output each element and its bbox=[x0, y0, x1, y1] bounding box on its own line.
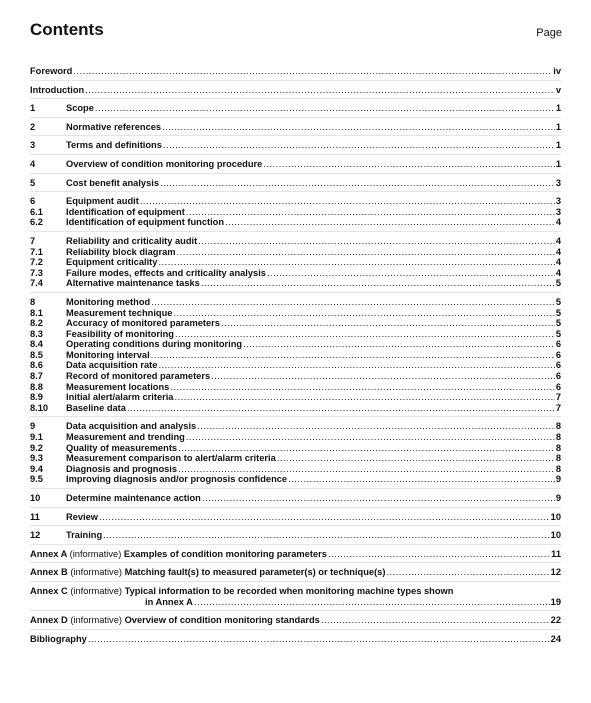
section-number: 9.3 bbox=[30, 453, 43, 464]
toc-entry-title bbox=[30, 615, 320, 626]
toc-entry[interactable] bbox=[30, 615, 561, 626]
toc-entry-title: Accuracy of monitored parameters bbox=[66, 318, 220, 329]
page-number: 24 bbox=[550, 633, 561, 644]
page-number: 5 bbox=[555, 296, 561, 307]
toc-entry[interactable] bbox=[30, 122, 561, 133]
toc-entry[interactable] bbox=[30, 257, 561, 268]
section-number: 2 bbox=[30, 121, 36, 132]
section-number: 8.9 bbox=[30, 392, 43, 403]
toc-entry-title: Measurement comparison to alert/alarm criteria bbox=[66, 453, 276, 464]
section-number: 3 bbox=[30, 140, 36, 151]
toc-group bbox=[30, 545, 561, 564]
dot-leader bbox=[85, 85, 555, 96]
page-number: 6 bbox=[555, 371, 561, 382]
toc-entry[interactable] bbox=[30, 371, 561, 382]
toc-entry-title: Data acquisition rate bbox=[66, 360, 158, 371]
page-number: 5 bbox=[555, 278, 561, 289]
page-number: 9 bbox=[555, 493, 561, 503]
dot-leader bbox=[186, 207, 555, 218]
section-number: 9.1 bbox=[30, 432, 43, 443]
page-number: 3 bbox=[555, 177, 561, 188]
annex-label: Annex D bbox=[30, 615, 68, 626]
annex-note: (informative) bbox=[70, 585, 122, 596]
page-number: 10 bbox=[550, 530, 561, 541]
page-number: 4 bbox=[555, 235, 561, 246]
toc-entry[interactable] bbox=[30, 549, 561, 560]
page-number: 6 bbox=[555, 360, 561, 371]
section-number: 6 bbox=[30, 196, 36, 207]
toc-entry[interactable] bbox=[30, 85, 561, 96]
toc-entry[interactable] bbox=[30, 392, 561, 403]
page-number: 3 bbox=[555, 206, 561, 217]
page-number: 7 bbox=[555, 402, 561, 413]
dot-leader bbox=[103, 530, 549, 541]
toc-entry-title: Equipment criticality bbox=[66, 257, 158, 268]
annex-title: Typical information to be recorded when monitoring machine types shown bbox=[124, 585, 454, 596]
toc-entry[interactable] bbox=[30, 247, 561, 258]
toc-entry-title: Identification of equipment bbox=[66, 206, 185, 217]
dot-leader bbox=[194, 597, 550, 608]
page-number: 1 bbox=[555, 121, 561, 132]
dot-leader bbox=[328, 549, 550, 560]
dot-leader bbox=[162, 122, 555, 133]
section-number: 8.8 bbox=[30, 381, 43, 392]
section-number: 8.4 bbox=[30, 339, 43, 350]
toc-group bbox=[30, 99, 561, 118]
page-number: 4 bbox=[555, 246, 561, 257]
toc-entry-title: Scope bbox=[66, 103, 94, 114]
dot-leader bbox=[198, 236, 555, 247]
annex-title: Examples of condition monitoring parameters bbox=[123, 548, 327, 559]
toc-entry-title: Equipment audit bbox=[66, 196, 139, 207]
toc-entry-title: Alternative maintenance tasks bbox=[66, 278, 200, 289]
toc-group bbox=[30, 526, 561, 545]
toc-entry-title: Measurement and trending bbox=[66, 432, 185, 443]
dot-leader bbox=[163, 140, 555, 151]
section-number: 9.5 bbox=[30, 474, 43, 485]
toc-entry-title bbox=[30, 567, 385, 578]
section-number: 9.2 bbox=[30, 442, 43, 453]
toc-group bbox=[30, 417, 561, 489]
dot-leader bbox=[151, 297, 555, 308]
toc-group bbox=[30, 630, 561, 648]
page-number: 10 bbox=[550, 511, 561, 522]
page-number: 4 bbox=[555, 257, 561, 268]
page-number: 6 bbox=[555, 381, 561, 392]
toc-group bbox=[30, 118, 561, 137]
toc-entry[interactable] bbox=[30, 159, 561, 170]
toc-entry-title: Measurement technique bbox=[66, 307, 173, 318]
toc-group bbox=[30, 563, 561, 582]
page-number: 8 bbox=[555, 421, 561, 432]
toc-entry[interactable] bbox=[30, 236, 561, 247]
section-number: 8.2 bbox=[30, 318, 43, 329]
toc-entry[interactable] bbox=[30, 103, 561, 114]
toc-entry[interactable] bbox=[30, 268, 561, 279]
toc-entry-title: Determine maintenance action bbox=[66, 493, 201, 503]
toc-group bbox=[30, 155, 561, 174]
dot-leader bbox=[177, 247, 555, 258]
dot-leader bbox=[197, 421, 555, 432]
page-number: 11 bbox=[551, 548, 561, 559]
toc-entry[interactable] bbox=[30, 512, 561, 523]
page-number: 9 bbox=[555, 474, 561, 485]
toc-entry-title: Cost benefit analysis bbox=[66, 177, 159, 188]
dot-leader bbox=[221, 318, 555, 329]
toc-group bbox=[30, 136, 561, 155]
page-number: 5 bbox=[555, 307, 561, 318]
toc-entry[interactable] bbox=[30, 634, 561, 645]
annex-note: (informative) bbox=[70, 567, 122, 578]
dot-leader bbox=[160, 178, 555, 189]
dot-leader bbox=[170, 382, 555, 393]
dot-leader bbox=[158, 257, 554, 268]
page-number: 22 bbox=[550, 615, 561, 626]
section-number: 8.3 bbox=[30, 328, 43, 339]
dot-leader bbox=[127, 403, 555, 414]
section-number: 4 bbox=[30, 158, 36, 169]
toc-entry-title bbox=[30, 549, 327, 560]
page-number: 6 bbox=[555, 339, 561, 350]
toc-entry-title: Identification of equipment function bbox=[66, 217, 225, 228]
toc-group bbox=[30, 582, 561, 611]
toc-group bbox=[30, 192, 561, 232]
toc-entry-title: Terms and definitions bbox=[66, 140, 162, 151]
annex-title: Overview of condition monitoring standards bbox=[124, 615, 320, 626]
annex-title: Matching fault(s) to measured parameter(s) or technique(s) bbox=[124, 567, 386, 578]
section-number: 12 bbox=[30, 530, 41, 541]
toc-entry-title: Initial alert/alarm criteria bbox=[66, 392, 174, 403]
dot-leader bbox=[225, 217, 555, 228]
section-number: 8.6 bbox=[30, 360, 43, 371]
section-number: 9 bbox=[30, 421, 36, 432]
dot-leader bbox=[158, 360, 554, 371]
dot-leader bbox=[211, 371, 555, 382]
toc-entry-continuation[interactable] bbox=[30, 597, 561, 608]
section-number: 7.4 bbox=[30, 278, 43, 289]
page-number: 19 bbox=[550, 596, 561, 607]
page-number: 3 bbox=[555, 196, 561, 207]
section-number: 8.1 bbox=[30, 307, 43, 318]
toc-entry[interactable] bbox=[30, 464, 561, 475]
toc-entry[interactable] bbox=[30, 360, 561, 371]
toc-group bbox=[30, 611, 561, 630]
dot-leader bbox=[151, 350, 555, 361]
toc-entry-title: Data acquisition and analysis bbox=[66, 421, 197, 432]
section-number: 7.3 bbox=[30, 267, 43, 278]
toc-entry-title: Monitoring interval bbox=[66, 349, 150, 360]
toc-entry-title: Training bbox=[66, 530, 103, 541]
page-number: 5 bbox=[555, 328, 561, 339]
page-number: 8 bbox=[555, 463, 561, 474]
dot-leader bbox=[178, 464, 555, 475]
annex-title-continued: in Annex A bbox=[145, 596, 193, 607]
toc-entry-title: Failure modes, effects and criticality analysis bbox=[66, 267, 266, 278]
toc-group bbox=[30, 232, 561, 293]
toc-entry[interactable] bbox=[30, 329, 561, 340]
toc-entry[interactable] bbox=[30, 530, 561, 541]
toc-entry-title: Operating conditions during monitoring bbox=[66, 339, 243, 350]
toc-entry-title: Improving diagnosis and/or prognosis confidence bbox=[66, 474, 288, 485]
toc-group bbox=[30, 293, 561, 418]
toc-entry[interactable] bbox=[30, 432, 561, 443]
section-number: 6.2 bbox=[30, 217, 43, 228]
page-number: iv bbox=[553, 66, 561, 76]
section-number: 7.1 bbox=[30, 246, 43, 257]
page-number: 1 bbox=[555, 103, 561, 114]
page-number: 8 bbox=[555, 453, 561, 464]
toc-entry[interactable] bbox=[30, 443, 561, 454]
annex-label: Annex B bbox=[30, 567, 68, 578]
toc-entry[interactable] bbox=[30, 382, 561, 393]
dot-leader bbox=[386, 567, 549, 578]
toc-entry[interactable] bbox=[30, 308, 561, 319]
page-number: v bbox=[555, 84, 561, 95]
dot-leader bbox=[243, 339, 555, 350]
toc-group bbox=[30, 174, 561, 193]
toc-entry-title: Bibliography bbox=[30, 633, 87, 644]
contents-heading: Contents bbox=[30, 20, 104, 39]
toc-entry[interactable] bbox=[30, 567, 561, 578]
toc-entry[interactable] bbox=[30, 278, 561, 289]
page-number: 1 bbox=[555, 140, 561, 151]
annex-label: Annex C bbox=[30, 585, 68, 596]
toc-entry-title: Reliability and criticality audit bbox=[66, 235, 198, 246]
page-number: 12 bbox=[550, 567, 561, 578]
section-number: 11 bbox=[30, 511, 40, 522]
toc-entry-title: Feasibility of monitoring bbox=[66, 328, 174, 339]
toc-entry-title: Foreword bbox=[30, 66, 73, 76]
table-of-contents bbox=[30, 62, 561, 647]
toc-group bbox=[30, 489, 561, 508]
section-number: 7.2 bbox=[30, 257, 43, 268]
toc-entry[interactable] bbox=[30, 207, 561, 218]
page-number: 8 bbox=[555, 442, 561, 453]
annex-label: Annex A bbox=[30, 548, 68, 559]
dot-leader bbox=[173, 308, 554, 319]
section-number: 10 bbox=[30, 493, 41, 503]
dot-leader bbox=[88, 634, 550, 645]
page-number: 5 bbox=[555, 318, 561, 329]
dot-leader bbox=[288, 474, 555, 485]
toc-entry[interactable] bbox=[30, 297, 561, 308]
dot-leader bbox=[186, 432, 555, 443]
annex-note: (informative) bbox=[69, 548, 122, 559]
toc-entry[interactable] bbox=[30, 474, 561, 485]
toc-entry-title: Diagnosis and prognosis bbox=[66, 463, 178, 474]
toc-group bbox=[30, 62, 561, 81]
toc-entry[interactable] bbox=[30, 493, 561, 504]
dot-leader bbox=[73, 66, 552, 77]
toc-entry[interactable] bbox=[30, 217, 561, 228]
page-number: 8 bbox=[555, 432, 561, 443]
section-number: 8.10 bbox=[30, 402, 49, 413]
section-number: 1 bbox=[30, 103, 36, 114]
toc-group bbox=[30, 81, 561, 100]
toc-entry-title: Monitoring method bbox=[66, 296, 151, 307]
section-number: 6.1 bbox=[30, 206, 43, 217]
dot-leader bbox=[201, 278, 555, 289]
toc-entry-title: Quality of measurements bbox=[66, 442, 178, 453]
section-number: 9.4 bbox=[30, 463, 43, 474]
page-number: 4 bbox=[555, 217, 561, 228]
toc-entry[interactable] bbox=[30, 140, 561, 151]
toc-entry[interactable] bbox=[30, 339, 561, 350]
annex-note: (informative) bbox=[70, 615, 122, 626]
page-number: 6 bbox=[555, 349, 561, 360]
page-number: 1 bbox=[555, 158, 561, 169]
dot-leader bbox=[140, 196, 555, 207]
toc-entry-title: Overview of condition monitoring procedure bbox=[66, 158, 263, 169]
page-column-label: Page bbox=[536, 27, 562, 39]
dot-leader bbox=[174, 392, 554, 403]
dot-leader bbox=[277, 453, 555, 464]
toc-entry[interactable] bbox=[30, 318, 561, 329]
toc-entry[interactable] bbox=[30, 421, 561, 432]
dot-leader bbox=[267, 268, 555, 279]
dot-leader bbox=[95, 103, 555, 114]
toc-entry[interactable] bbox=[30, 586, 561, 597]
toc-entry-title: Baseline data bbox=[66, 402, 126, 413]
dot-leader bbox=[263, 159, 555, 170]
section-number: 8 bbox=[30, 296, 36, 307]
dot-leader bbox=[99, 512, 550, 523]
toc-entry[interactable] bbox=[30, 66, 561, 77]
page-number: 4 bbox=[555, 267, 561, 278]
dot-leader bbox=[175, 329, 555, 340]
toc-group bbox=[30, 508, 561, 527]
toc-entry-title bbox=[30, 586, 453, 597]
section-number: 5 bbox=[30, 177, 36, 188]
section-number: 7 bbox=[30, 235, 36, 246]
dot-leader bbox=[321, 615, 550, 626]
page-number: 7 bbox=[555, 392, 561, 403]
dot-leader bbox=[178, 443, 555, 454]
section-number: 8.7 bbox=[30, 371, 43, 382]
toc-entry-title: Introduction bbox=[30, 84, 85, 95]
toc-entry[interactable] bbox=[30, 196, 561, 207]
toc-entry-title: Normative references bbox=[66, 121, 162, 132]
toc-entry-title: Record of monitored parameters bbox=[66, 371, 211, 382]
toc-entry-title: Review bbox=[66, 511, 99, 522]
toc-entry-title: Reliability block diagram bbox=[66, 246, 176, 257]
section-number: 8.5 bbox=[30, 349, 43, 360]
toc-entry[interactable] bbox=[30, 178, 561, 189]
toc-entry[interactable] bbox=[30, 403, 561, 414]
toc-entry[interactable] bbox=[30, 350, 561, 361]
toc-entry-title: Measurement locations bbox=[66, 381, 170, 392]
dot-leader bbox=[202, 493, 555, 504]
toc-entry[interactable] bbox=[30, 453, 561, 464]
